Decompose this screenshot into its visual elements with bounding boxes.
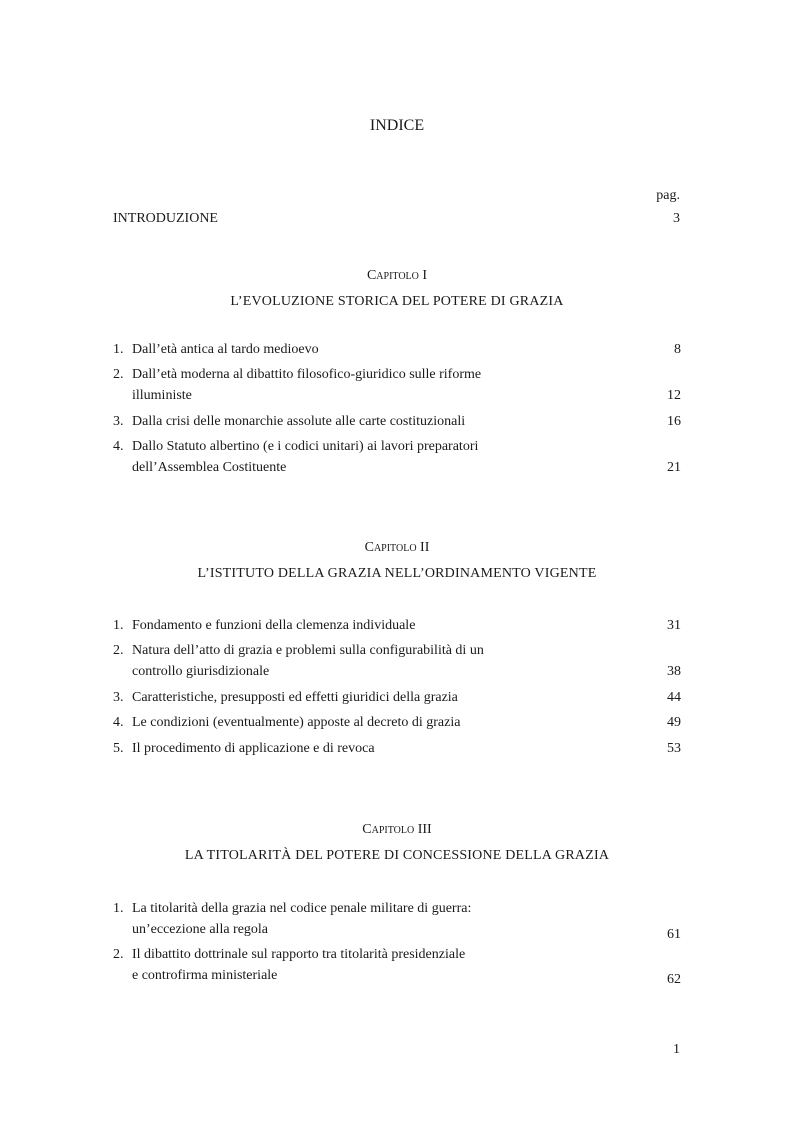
entry-number: 4. — [113, 715, 124, 730]
entry-title-continued: e controfirma ministeriale — [132, 968, 278, 983]
entry-title-continued: un’eccezione alla regola — [132, 922, 269, 937]
entry-number: 4. — [113, 439, 124, 454]
entry-title: La titolarità della grazia nel codice penale militare di guerra: — [132, 901, 472, 916]
entry-number: 1. — [113, 901, 124, 916]
chapter-3-title: LA TITOLARITÀ DEL POTERE DI CONCESSIONE DELLA GRAZIA — [184, 848, 610, 863]
entry-page: 21 — [667, 460, 681, 475]
entry-title: Dall’età moderna al dibattito filosofico-giuridico sulle riforme — [132, 367, 482, 382]
entry-page: 38 — [667, 664, 681, 679]
chapter-1-label: Capitolo I — [366, 268, 428, 283]
page-column-label: pag. — [656, 188, 680, 203]
entry-page: 53 — [667, 741, 681, 756]
entry-page: 12 — [667, 388, 681, 403]
introduction-label: INTRODUZIONE — [113, 211, 218, 226]
entry-title: Il dibattito dottrinale sul rapporto tra titolarità presidenziale — [132, 947, 466, 962]
chapter-2-title: L’ISTITUTO DELLA GRAZIA NELL’ORDINAMENTO VIGENTE — [197, 566, 597, 581]
chapter-1-title: L’EVOLUZIONE STORICA DEL POTERE DI GRAZIA — [230, 294, 564, 309]
entry-page: 16 — [667, 414, 681, 429]
entry-page: 44 — [667, 690, 681, 705]
introduction-page: 3 — [673, 211, 680, 226]
entry-number: 1. — [113, 342, 124, 357]
entry-title: Caratteristiche, presupposti ed effetti giuridici della grazia — [132, 690, 458, 705]
chapter-3-label: Capitolo III — [362, 822, 432, 837]
entry-number: 2. — [113, 947, 124, 962]
entry-title-continued: dell’Assemblea Costituente — [132, 460, 287, 475]
entry-title: Dall’età antica al tardo medioevo — [132, 342, 319, 357]
entry-number: 1. — [113, 618, 124, 633]
entry-number: 3. — [113, 414, 124, 429]
entry-title: Natura dell’atto di grazia e problemi sulla configurabilità di un — [132, 643, 484, 658]
entry-page: 31 — [667, 618, 681, 633]
entry-title: Dallo Statuto albertino (e i codici unitari) ai lavori preparatori — [132, 439, 479, 454]
entry-number: 5. — [113, 741, 124, 756]
entry-number: 3. — [113, 690, 124, 705]
page-title: INDICE — [369, 117, 425, 134]
entry-page: 61 — [667, 927, 681, 942]
entry-title: Dalla crisi delle monarchie assolute alle carte costituzionali — [132, 414, 466, 429]
entry-page: 8 — [674, 342, 681, 357]
entry-title: Le condizioni (eventualmente) apposte al decreto di grazia — [132, 715, 461, 730]
entry-title-continued: illuministe — [132, 388, 192, 403]
entry-title: Il procedimento di applicazione e di revoca — [132, 741, 375, 756]
entry-number: 2. — [113, 643, 124, 658]
entry-page: 49 — [667, 715, 681, 730]
page-number: 1 — [673, 1042, 680, 1057]
entry-title-continued: controllo giurisdizionale — [132, 664, 270, 679]
entry-page: 62 — [667, 972, 681, 987]
entry-number: 2. — [113, 367, 124, 382]
chapter-2-label: Capitolo II — [364, 540, 430, 555]
entry-title: Fondamento e funzioni della clemenza individuale — [132, 618, 416, 633]
